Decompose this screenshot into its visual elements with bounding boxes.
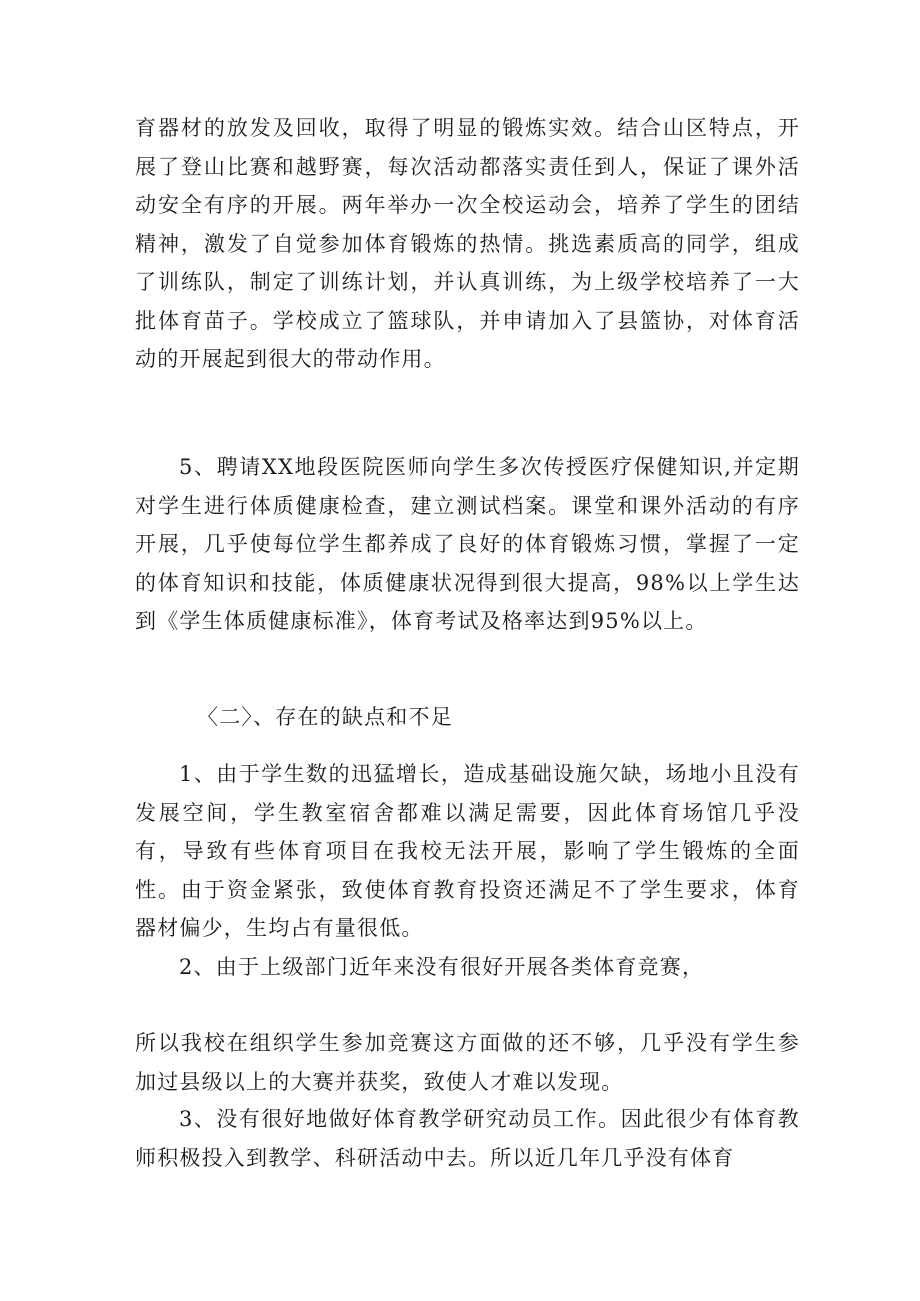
paragraph-text: 育器材的放发及回收，取得了明显的锻炼实效。结合山区特点，开展了登山比赛和越野赛，每次活动都落实责任到人，保证了课外活动安全有序的开展。两年举办一次全校运动会，培养了学生的团结精神，激发了自觉参加体育锻炼的热情。挑选素质高的同学，组成了训练队，制定了训练计划，并认真训练，为上级学校培养了一大批体育苗子。学校成立了篮球队，并申请加入了县篮协，对体育活动的开展起到很大的带动作用。 [135,116,800,371]
paragraph-facilities [135,755,800,948]
paragraph-equipment-activities [135,109,800,379]
paragraph-text: 所以我校在组织学生参加竞赛这方面做的还不够，几乎没有学生参加过县级以上的大赛并获奖，致使人才难以发现。 [135,1031,800,1094]
paragraph-text: 1、由于学生数的迅猛增长，造成基础设施欠缺，场地小且没有发展空间，学生教室宿舍都难以满足需要，因此体育场馆几乎没有，导致有些体育项目在我校无法开展，影响了学生锻炼的全面性。由于资金紧张，致使体育教育投资还满足不了学生要求，体育器材偏少，生均占有量很低。 [135,762,800,940]
paragraph-competitions-lead [135,948,800,987]
paragraph-text: 2、由于上级部门近年来没有很好开展各类体育竞赛， [179,955,705,979]
paragraph-competitions [135,1024,800,1101]
paragraph-health-checks [135,448,800,641]
paragraph-text: 5、聘请XX地段医院医师向学生多次传授医疗保健知识,并定期对学生进行体质健康检查，建立测试档案。课堂和课外活动的有序开展，几乎使每位学生都养成了良好的体育锻炼习惯，掌握了一定的体育知识和技能，体质健康状况得到很大提高，98%以上学生达到《学生体质健康标准》，体育考试及格率达到95%以上。 [135,455,800,633]
section-heading: 〈二〉、存在的缺点和不足 [197,705,453,729]
section-heading-shortcomings [135,698,800,737]
paragraph-teaching-research [135,1100,800,1177]
paragraph-text: 3、没有很好地做好体育教学研究动员工作。因此很少有体育教师积极投入到教学、科研活动中去。所以近几年几乎没有体育 [135,1107,800,1170]
